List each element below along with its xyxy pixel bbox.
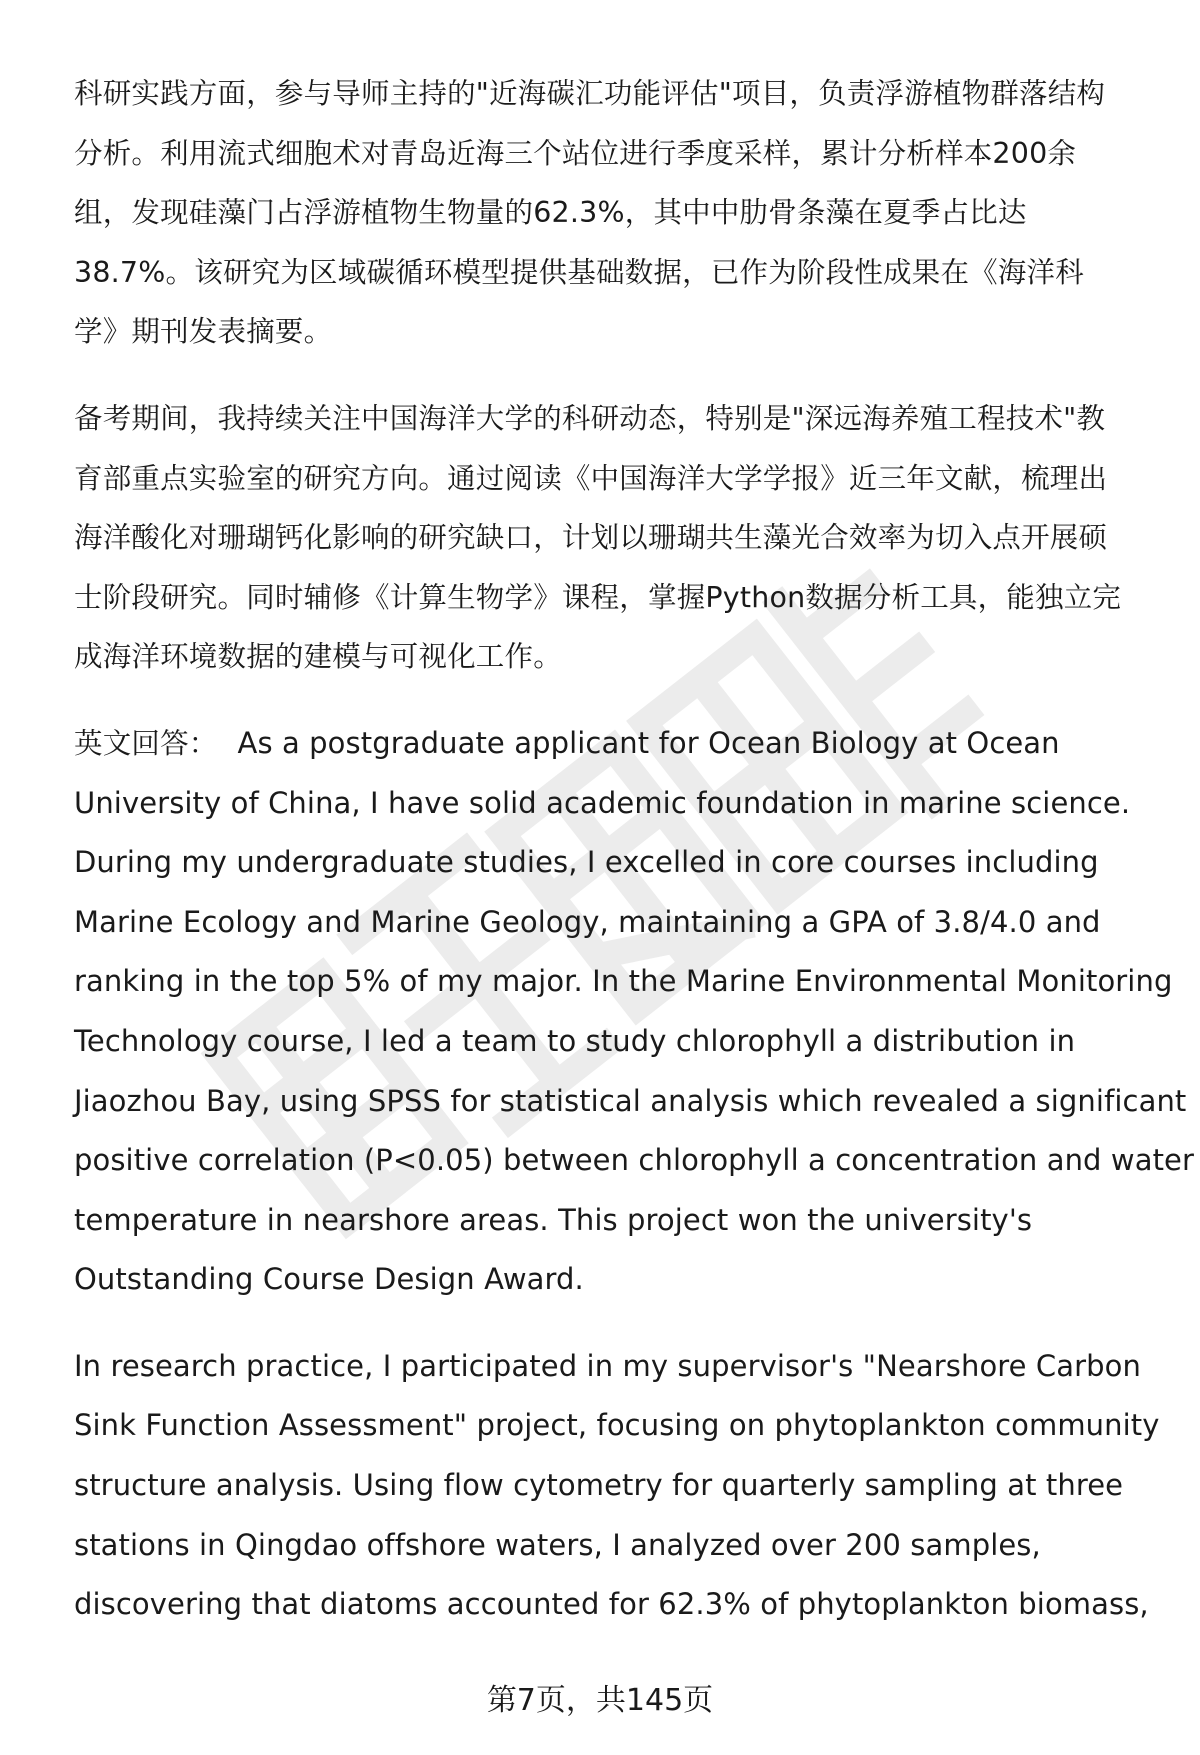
text-line: ranking in the top 5% of my major. In the Marine Environmental Monitoring (74, 964, 1173, 999)
text-line: stations in Qingdao offshore waters, I analyzed over 200 samples, (74, 1527, 1041, 1562)
text-line: temperature in nearshore areas. This project won the university's (74, 1202, 1033, 1237)
text-line: Outstanding Course Design Award. (74, 1262, 584, 1297)
page-number-footer: 第7页，共145页 (486, 1683, 714, 1718)
text-line: Jiaozhou Bay, using SPSS for statistical analysis which revealed a significant (74, 1083, 1187, 1118)
paragraph-gap (74, 687, 1164, 714)
text-line: Marine Ecology and Marine Geology, maintaining a GPA of 3.8/4.0 and (74, 904, 1101, 939)
text-line: positive correlation (P<0.05) between chlorophyll a concentration and water (74, 1143, 1195, 1178)
text-line: 科研实践方面，参与导师主持的"近海碳汇功能评估"项目，负责浮游植物群落结构 (74, 77, 1106, 110)
text-line: During my undergraduate studies, I excelled in core courses including (74, 845, 1099, 880)
text-line: 成海洋环境数据的建模与可视化工作。 (74, 640, 562, 674)
paragraph-research-practice-en (74, 1337, 1164, 1635)
text-line: 分析。利用流式细胞术对青岛近海三个站位进行季度采样，累计分析样本200余 (74, 136, 1077, 170)
text-line: structure analysis. Using flow cytometry for quarterly sampling at three (74, 1468, 1124, 1503)
paragraph-research-practice-zh (74, 64, 1164, 362)
paragraph-gap (74, 1310, 1164, 1337)
paragraph-english-answer (74, 714, 1195, 1310)
english-answer-label: 英文回答： (74, 726, 218, 760)
text-line: 育部重点实验室的研究方向。通过阅读《中国海洋大学学报》近三年文献，梳理出 (74, 461, 1108, 495)
text-span: As a postgraduate applicant for Ocean Biology at Ocean (237, 725, 1060, 760)
text-line: discovering that diatoms accounted for 62.3% of phytoplankton biomass, (74, 1587, 1149, 1622)
text-line: 备考期间，我持续关注中国海洋大学的科研动态，特别是"深远海养殖工程技术"教 (74, 401, 1106, 435)
text-line: 38.7%。该研究为区域碳循环模型提供基础数据，已作为阶段性成果在《海洋科 (74, 255, 1084, 289)
text-line (74, 714, 1164, 774)
text-line: University of China, I have solid academic foundation in marine science. (74, 785, 1131, 820)
text-line: Sink Function Assessment" project, focusing on phytoplankton community (74, 1408, 1160, 1443)
text-line: 组，发现硅藻门占浮游植物生物量的62.3%，其中中肋骨条藻在夏季占比达 (74, 196, 1027, 230)
text-line: In research practice, I participated in my supervisor's "Nearshore Carbon (74, 1348, 1142, 1383)
text-line: 士阶段研究。同时辅修《计算生物学》课程，掌握Python数据分析工具，能独立完 (74, 580, 1122, 614)
document-body (74, 64, 1195, 1635)
text-line: Technology course, I led a team to study chlorophyll a distribution in (74, 1023, 1076, 1058)
paragraph-gap (74, 362, 1164, 389)
paragraph-exam-prep-zh (74, 389, 1164, 687)
text-line: 海洋酸化对珊瑚钙化影响的研究缺口，计划以珊瑚共生藻光合效率为切入点开展硕 (74, 521, 1108, 555)
text-line: 学》期刊发表摘要。 (74, 315, 333, 349)
